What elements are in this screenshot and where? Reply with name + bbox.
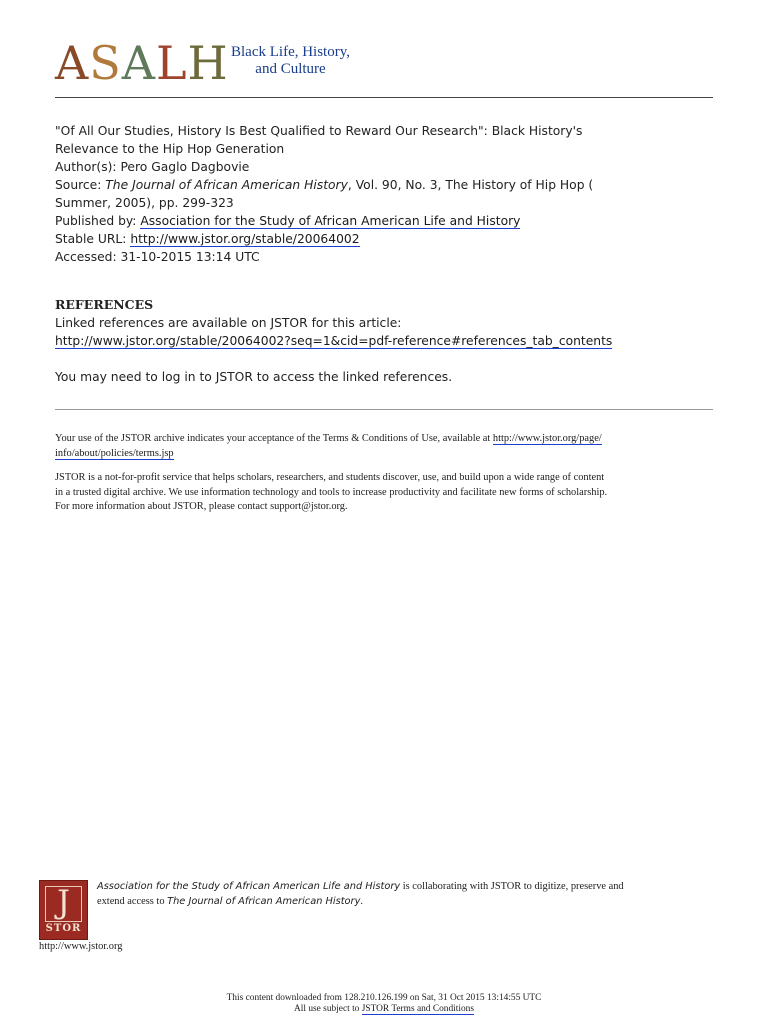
terms-link[interactable]: http://www.jstor.org/page/ info/about/policies/terms.jsp (55, 433, 602, 459)
stable-url-line: Stable URL: http://www.jstor.org/stable/20064002 (55, 232, 360, 246)
jstor-logo-word: STOR (45, 923, 82, 934)
collab-org: Association for the Study of African American Life and History (97, 881, 401, 892)
jstor-info-paragraph: JSTOR is a not-for-profit service that helps scholars, researchers, and students discover, use, and build upon a wide range of content in a trusted digital archive. We use information technology and tools to increase productivity and facilitate new forms of scholarship. For more information about JSTOR, please contact support@jstor.org. (55, 472, 608, 512)
terms-footer-line: All use subject to JSTOR Terms and Conditions (294, 1004, 474, 1014)
references-login-note: You may need to log in to JSTOR to access the linked references. (55, 370, 453, 384)
footer-terms-link[interactable]: JSTOR Terms and Conditions (361, 1004, 474, 1014)
source-line: Source: The Journal of African American History, Vol. 90, No. 3, The History of Hip Hop ( (55, 178, 594, 192)
source-line2: Summer, 2005), pp. 299-323 (55, 196, 234, 210)
references-intro: Linked references are available on JSTOR for this article: (55, 316, 402, 330)
jstor-logo-letter: J (57, 883, 70, 921)
asalh-logo-wordmark (55, 38, 229, 88)
terms-section (55, 432, 720, 525)
download-footer (0, 993, 768, 1015)
author-line: Author(s): Pero Gaglo Dagbovie (55, 160, 250, 174)
citation-block (55, 122, 715, 266)
logo-letter: H (187, 36, 229, 90)
jstor-url-link[interactable]: http://www.jstor.org (39, 941, 123, 952)
stable-url-link[interactable]: http://www.jstor.org/stable/20064002 (130, 232, 360, 246)
article-title-line2: Relevance to the Hip Hop Generation (55, 142, 285, 156)
logo-letter: A (55, 36, 90, 90)
collab-journal: The Journal of African American History (167, 895, 361, 907)
asalh-logo (55, 38, 355, 88)
middle-divider (55, 409, 713, 410)
collaboration-note: Association for the Study of African American Life and History is collaborating with JSTOR to digitize, preserve and extend access to The Journal of African American History. (97, 881, 624, 907)
terms-paragraph: Your use of the JSTOR archive indicates your acceptance of the Terms & Conditions of Use, available at http://www.jstor.org/page/ info/about/policies/terms.jsp (55, 433, 602, 459)
article-title-line1: "Of All Our Studies, History Is Best Qualified to Reward Our Research": Black History's (55, 124, 583, 138)
download-info: This content downloaded from 128.210.126.199 on Sat, 31 Oct 2015 13:14:55 UTC (226, 993, 542, 1003)
logo-letter: L (155, 36, 188, 90)
logo-letter: S (89, 36, 122, 90)
accessed-line: Accessed: 31-10-2015 13:14 UTC (55, 250, 260, 264)
publisher-link[interactable]: Association for the Study of African American Life and History (140, 214, 521, 228)
references-heading: REFERENCES (55, 297, 154, 312)
logo-letter: A (121, 36, 156, 90)
jstor-logo-icon[interactable] (39, 880, 88, 940)
references-link[interactable]: http://www.jstor.org/stable/20064002?seq=1&cid=pdf-reference#references_tab_contents (55, 334, 613, 348)
logo-tagline: Black Life, History, and Culture (231, 44, 350, 77)
source-journal: The Journal of African American History (105, 178, 348, 192)
top-divider (55, 97, 713, 98)
references-section (55, 296, 735, 386)
published-line: Published by: Association for the Study of African American Life and History (55, 214, 521, 228)
